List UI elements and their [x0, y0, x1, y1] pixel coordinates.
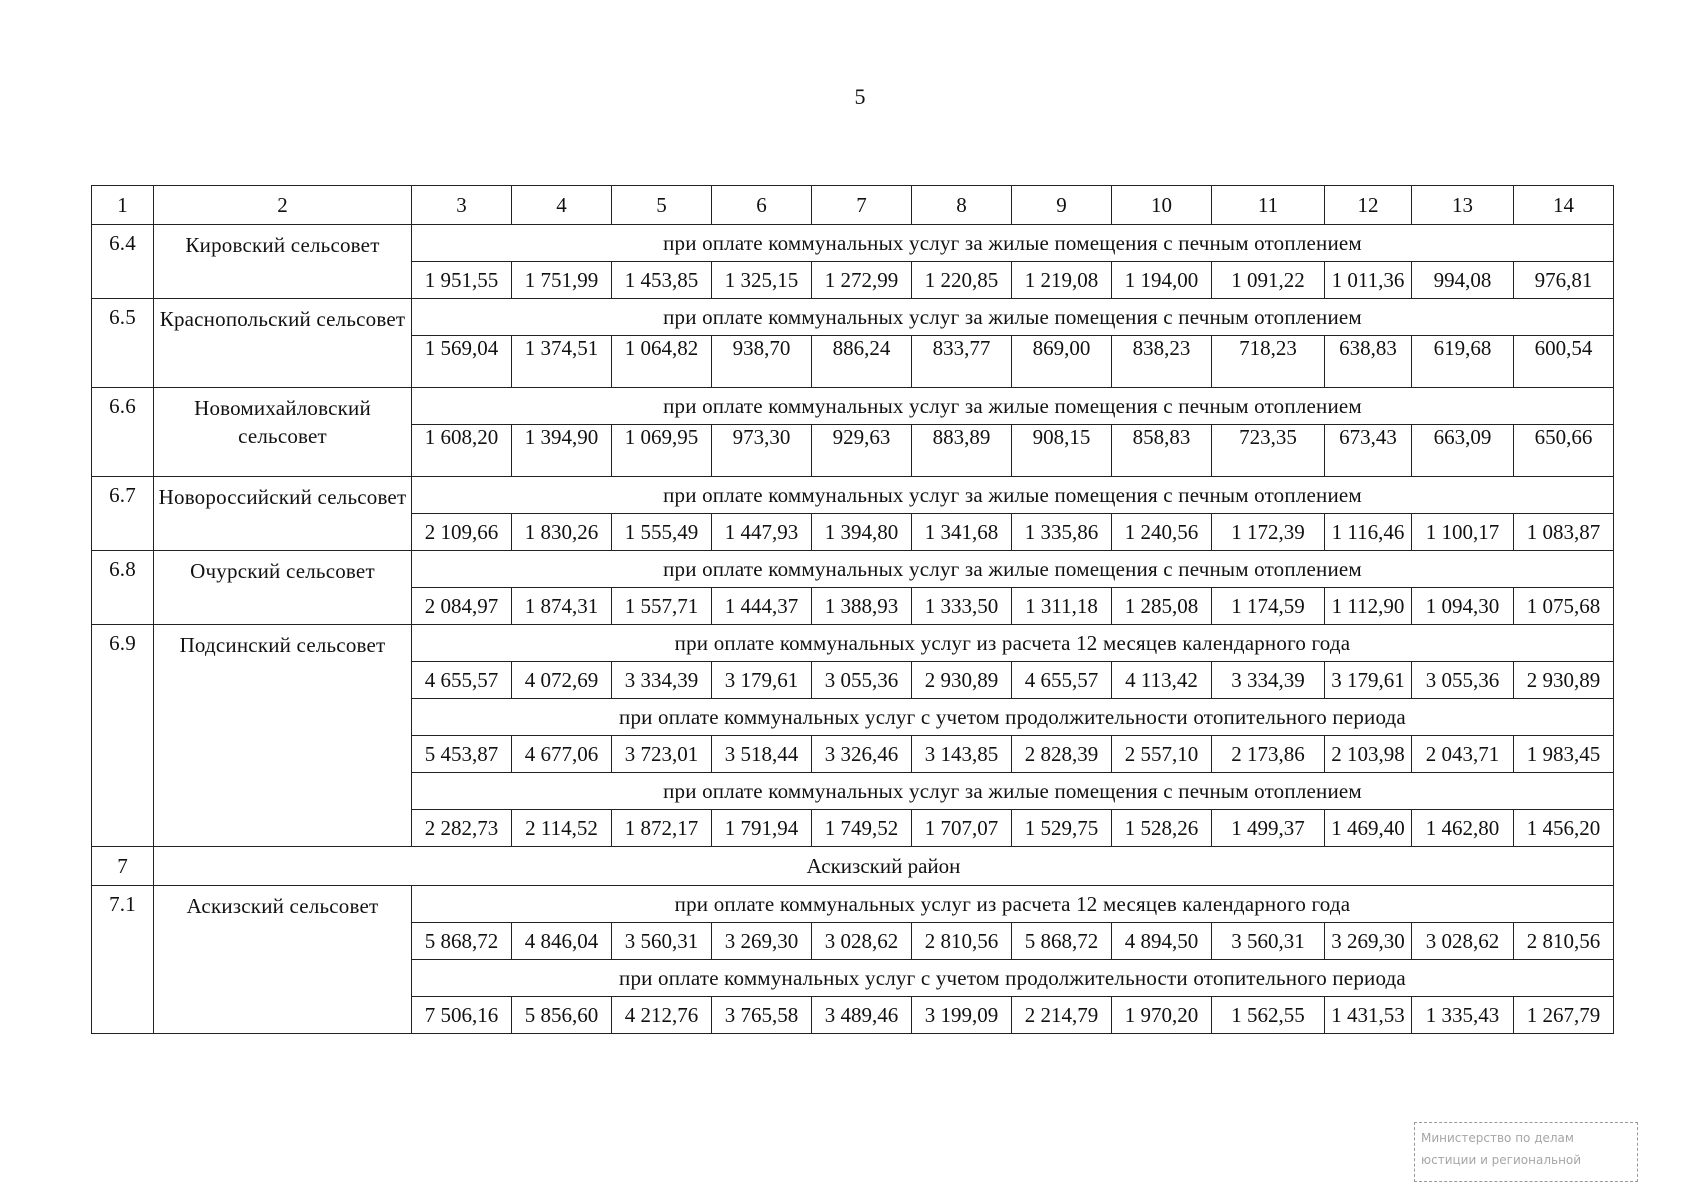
tariff-value: 5 868,72: [412, 923, 512, 960]
tariff-value: 1 394,90: [512, 425, 612, 477]
row-number: 6.8: [92, 551, 154, 625]
tariff-value: 1 431,53: [1325, 997, 1412, 1034]
condition-row: [92, 625, 1614, 662]
row-number: 6.9: [92, 625, 154, 847]
tariff-value: 5 856,60: [512, 997, 612, 1034]
column-header: 14: [1514, 186, 1614, 225]
tariff-value: 3 723,01: [612, 736, 712, 773]
tariff-value: 1 325,15: [712, 262, 812, 299]
tariff-value: 2 282,73: [412, 810, 512, 847]
tariff-value: 4 072,69: [512, 662, 612, 699]
column-header: 12: [1325, 186, 1412, 225]
tariff-value: 1 970,20: [1112, 997, 1212, 1034]
tariff-value: 3 055,36: [1412, 662, 1514, 699]
tariff-value: 1 374,51: [512, 336, 612, 388]
page-number: 5: [854, 84, 866, 109]
settlement-name: Аскизский сельсовет: [154, 886, 412, 1034]
column-header: 8: [912, 186, 1012, 225]
tariff-value: 833,77: [912, 336, 1012, 388]
tariff-value: 5 453,87: [412, 736, 512, 773]
column-header: 10: [1112, 186, 1212, 225]
column-header: 7: [812, 186, 912, 225]
tariff-value: 4 894,50: [1112, 923, 1212, 960]
row-number: 6.7: [92, 477, 154, 551]
tariff-value: 1 341,68: [912, 514, 1012, 551]
column-header: 13: [1412, 186, 1514, 225]
tariff-value: 1 791,94: [712, 810, 812, 847]
tariff-value: 673,43: [1325, 425, 1412, 477]
tariff-value: 1 333,50: [912, 588, 1012, 625]
tariff-value: 3 028,62: [1412, 923, 1514, 960]
tariff-value: 1 011,36: [1325, 262, 1412, 299]
tariff-value: 600,54: [1514, 336, 1614, 388]
tariff-value: 1 562,55: [1212, 997, 1325, 1034]
row-number: 7.1: [92, 886, 154, 1034]
tariff-value: 1 267,79: [1514, 997, 1614, 1034]
tariff-value: 723,35: [1212, 425, 1325, 477]
tariff-value: 1 751,99: [512, 262, 612, 299]
condition-row: [92, 477, 1614, 514]
tariff-value: 938,70: [712, 336, 812, 388]
tariff-value: 2 930,89: [912, 662, 1012, 699]
row-number: 6.6: [92, 388, 154, 477]
condition-text: при оплате коммунальных услуг за жилые помещения с печным отоплением: [412, 225, 1614, 262]
tariff-value: 1 608,20: [412, 425, 512, 477]
tariff-value: 4 655,57: [412, 662, 512, 699]
tariff-value: 1 112,90: [1325, 588, 1412, 625]
tariff-value: 1 335,43: [1412, 997, 1514, 1034]
tariff-value: 1 335,86: [1012, 514, 1112, 551]
settlement-name: Новороссийский сельсовет: [154, 477, 412, 551]
tariff-value: 1 219,08: [1012, 262, 1112, 299]
tariff-value: 4 212,76: [612, 997, 712, 1034]
tariff-value: 1 453,85: [612, 262, 712, 299]
tariff-value: 1 194,00: [1112, 262, 1212, 299]
tariff-value: 1 872,17: [612, 810, 712, 847]
tariff-value: 3 269,30: [1325, 923, 1412, 960]
tariff-value: 1 069,95: [612, 425, 712, 477]
tariff-value: 1 707,07: [912, 810, 1012, 847]
tariff-value: 4 113,42: [1112, 662, 1212, 699]
tariff-value: 1 075,68: [1514, 588, 1614, 625]
tariff-value: 1 220,85: [912, 262, 1012, 299]
tariff-value: 1 116,46: [1325, 514, 1412, 551]
tariff-value: 1 100,17: [1412, 514, 1514, 551]
column-header: 5: [612, 186, 712, 225]
settlement-name: Новомихайловский сельсовет: [154, 388, 412, 477]
tariff-value: 1 874,31: [512, 588, 612, 625]
tariff-value: 2 810,56: [912, 923, 1012, 960]
district-name: Аскизский район: [154, 847, 1614, 886]
condition-text: при оплате коммунальных услуг за жилые помещения с печным отоплением: [412, 551, 1614, 588]
tariff-value: 3 269,30: [712, 923, 812, 960]
row-number: 6.5: [92, 299, 154, 388]
tariff-value: 1 462,80: [1412, 810, 1514, 847]
tariff-value: 3 143,85: [912, 736, 1012, 773]
settlement-name: Кировский сельсовет: [154, 225, 412, 299]
tariff-value: 3 055,36: [812, 662, 912, 699]
tariff-value: 1 311,18: [1012, 588, 1112, 625]
tariff-value: 3 489,46: [812, 997, 912, 1034]
tariff-value: 2 084,97: [412, 588, 512, 625]
tariff-value: 2 214,79: [1012, 997, 1112, 1034]
tariff-value: 1 529,75: [1012, 810, 1112, 847]
tariff-value: 1 091,22: [1212, 262, 1325, 299]
tariff-value: 4 677,06: [512, 736, 612, 773]
tariff-value: 858,83: [1112, 425, 1212, 477]
tariff-value: 869,00: [1012, 336, 1112, 388]
settlement-name: Очурский сельсовет: [154, 551, 412, 625]
tariff-value: 1 983,45: [1514, 736, 1614, 773]
tariff-value: 1 394,80: [812, 514, 912, 551]
registration-stamp: [1414, 1122, 1638, 1182]
tariff-value: 718,23: [1212, 336, 1325, 388]
tariff-value: 883,89: [912, 425, 1012, 477]
column-header: 11: [1212, 186, 1325, 225]
tariff-value: 1 555,49: [612, 514, 712, 551]
tariff-value: 908,15: [1012, 425, 1112, 477]
tariff-value: 4 655,57: [1012, 662, 1112, 699]
tariff-value: 2 103,98: [1325, 736, 1412, 773]
column-header: 9: [1012, 186, 1112, 225]
tariff-value: 3 179,61: [1325, 662, 1412, 699]
tariff-value: 1 172,39: [1212, 514, 1325, 551]
tariff-value: 638,83: [1325, 336, 1412, 388]
tariff-value: 1 456,20: [1514, 810, 1614, 847]
row-number: 6.4: [92, 225, 154, 299]
tariff-value: 1 830,26: [512, 514, 612, 551]
header-row: [92, 186, 1614, 225]
tariff-value: 619,68: [1412, 336, 1514, 388]
tariff-value: 973,30: [712, 425, 812, 477]
tariff-value: 3 334,39: [612, 662, 712, 699]
condition-row: [92, 388, 1614, 425]
tariff-value: 2 810,56: [1514, 923, 1614, 960]
tariff-value: 976,81: [1514, 262, 1614, 299]
district-row: [92, 847, 1614, 886]
tariff-value: 1 528,26: [1112, 810, 1212, 847]
condition-text: при оплате коммунальных услуг из расчета 12 месяцев календарного года: [412, 625, 1614, 662]
tariff-value: 2 109,66: [412, 514, 512, 551]
tariff-value: 1 447,93: [712, 514, 812, 551]
condition-text: при оплате коммунальных услуг с учетом продолжительности отопительного периода: [412, 699, 1614, 736]
tariff-value: 2 557,10: [1112, 736, 1212, 773]
settlement-name: Краснопольский сельсовет: [154, 299, 412, 388]
settlement-name: Подсинский сельсовет: [154, 625, 412, 847]
column-header: 1: [92, 186, 154, 225]
tariff-value: 2 930,89: [1514, 662, 1614, 699]
column-header: 2: [154, 186, 412, 225]
tariff-value: 1 951,55: [412, 262, 512, 299]
tariff-value: 1 272,99: [812, 262, 912, 299]
tariff-value: 3 518,44: [712, 736, 812, 773]
tariff-value: 1 557,71: [612, 588, 712, 625]
tariff-value: 5 868,72: [1012, 923, 1112, 960]
tariff-value: 1 749,52: [812, 810, 912, 847]
tariff-value: 1 499,37: [1212, 810, 1325, 847]
tariff-value: 886,24: [812, 336, 912, 388]
condition-text: при оплате коммунальных услуг за жилые помещения с печным отоплением: [412, 477, 1614, 514]
tariff-value: 1 064,82: [612, 336, 712, 388]
tariff-value: 3 179,61: [712, 662, 812, 699]
column-header: 4: [512, 186, 612, 225]
tariff-value: 838,23: [1112, 336, 1212, 388]
condition-row: [92, 551, 1614, 588]
tariff-value: 3 326,46: [812, 736, 912, 773]
tariff-value: 3 560,31: [1212, 923, 1325, 960]
tariff-value: 929,63: [812, 425, 912, 477]
tariff-value: 1 174,59: [1212, 588, 1325, 625]
tariff-value: 1 083,87: [1514, 514, 1614, 551]
row-number: 7: [92, 847, 154, 886]
tariff-table: [91, 185, 1614, 1034]
tariff-value: 2 043,71: [1412, 736, 1514, 773]
tariff-value: 1 444,37: [712, 588, 812, 625]
stamp-line-2: юстиции и региональной: [1421, 1153, 1582, 1167]
condition-text: при оплате коммунальных услуг из расчета 12 месяцев календарного года: [412, 886, 1614, 923]
tariff-value: 994,08: [1412, 262, 1514, 299]
tariff-value: 663,09: [1412, 425, 1514, 477]
tariff-value: 1 569,04: [412, 336, 512, 388]
tariff-value: 1 285,08: [1112, 588, 1212, 625]
condition-row: [92, 225, 1614, 262]
tariff-value: 3 028,62: [812, 923, 912, 960]
condition-text: при оплате коммунальных услуг с учетом продолжительности отопительного периода: [412, 960, 1614, 997]
tariff-value: 1 469,40: [1325, 810, 1412, 847]
condition-text: при оплате коммунальных услуг за жилые помещения с печным отоплением: [412, 299, 1614, 336]
tariff-value: 2 173,86: [1212, 736, 1325, 773]
condition-text: при оплате коммунальных услуг за жилые помещения с печным отоплением: [412, 388, 1614, 425]
tariff-value: 2 114,52: [512, 810, 612, 847]
condition-row: [92, 886, 1614, 923]
tariff-value: 2 828,39: [1012, 736, 1112, 773]
tariff-value: 1 094,30: [1412, 588, 1514, 625]
tariff-value: 650,66: [1514, 425, 1614, 477]
column-header: 6: [712, 186, 812, 225]
stamp-line-1: Министерство по делам: [1421, 1131, 1574, 1145]
tariff-value: 1 388,93: [812, 588, 912, 625]
tariff-value: 3 199,09: [912, 997, 1012, 1034]
tariff-value: 3 560,31: [612, 923, 712, 960]
column-header: 3: [412, 186, 512, 225]
tariff-value: 4 846,04: [512, 923, 612, 960]
tariff-value: 3 765,58: [712, 997, 812, 1034]
tariff-value: 1 240,56: [1112, 514, 1212, 551]
condition-text: при оплате коммунальных услуг за жилые помещения с печным отоплением: [412, 773, 1614, 810]
tariff-value: 7 506,16: [412, 997, 512, 1034]
tariff-value: 3 334,39: [1212, 662, 1325, 699]
condition-row: [92, 299, 1614, 336]
